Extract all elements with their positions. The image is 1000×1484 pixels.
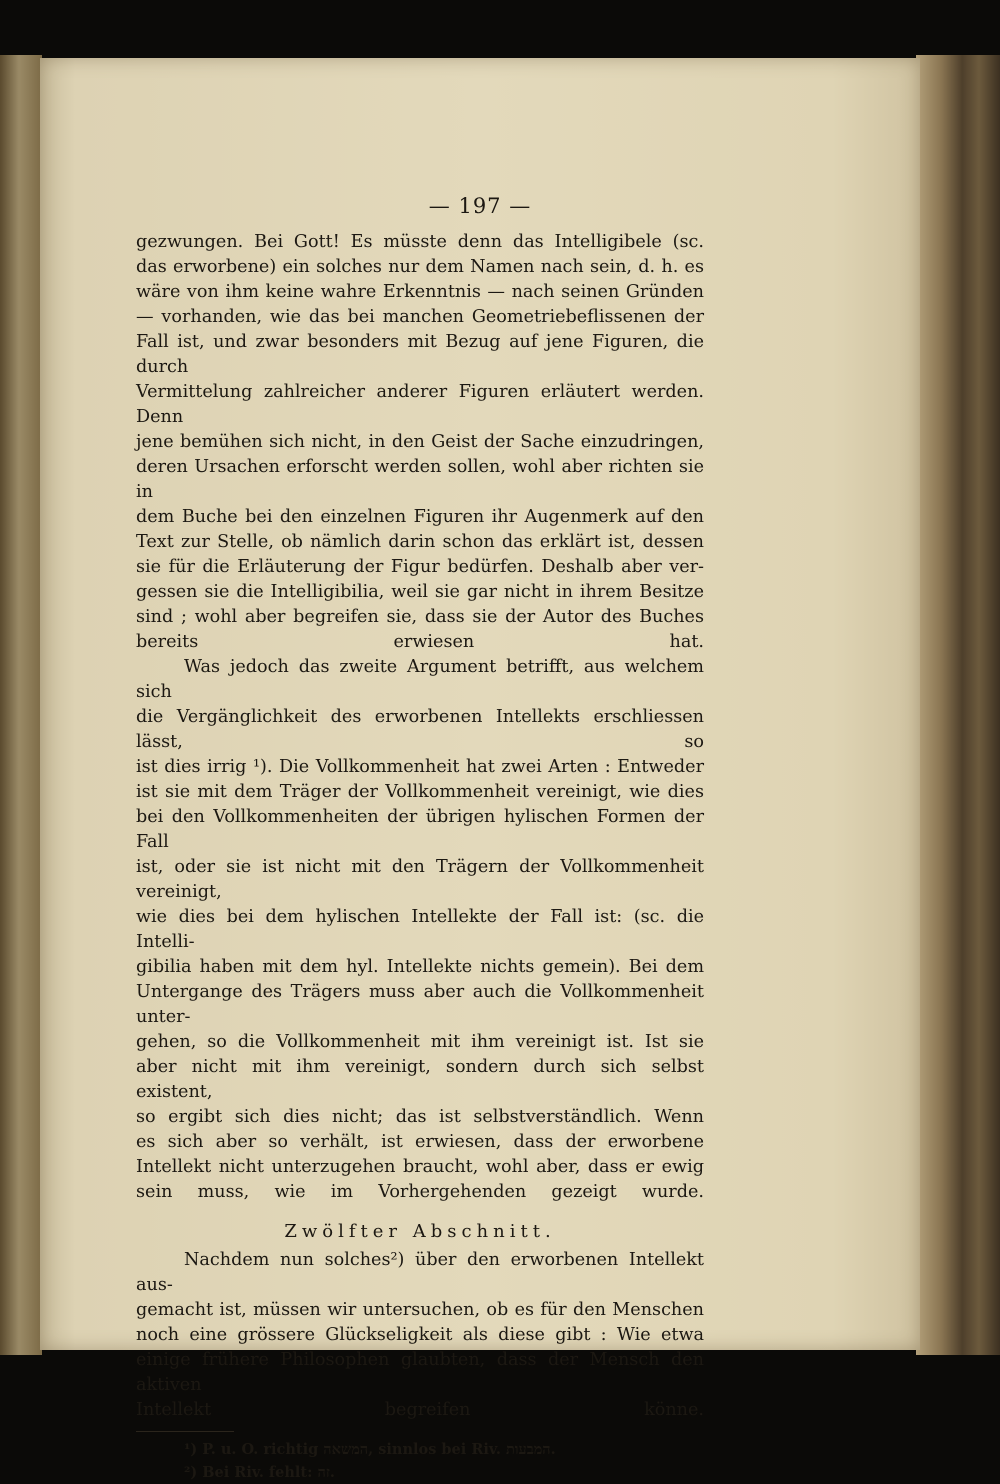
text-line: sie für die Erläuterung der Figur bedürfen. Deshalb aber ver-: [136, 557, 704, 577]
page-number: — 197 —: [428, 194, 532, 218]
text-line: aber nicht mit ihm vereinigt, sondern durch sich selbst existent,: [136, 1057, 704, 1102]
footnote-2: ²) Bei Riv. fehlt: זה.: [184, 1464, 335, 1481]
text-line: wäre von ihm keine wahre Erkenntnis — nach seinen Gründen: [136, 282, 704, 302]
footnote-1: ¹) P. u. O. richtig המשאה, sinnlos bei Riv. המבעות.: [184, 1441, 556, 1458]
text-line: noch eine grössere Glückseligkeit als diese gibt : Wie etwa: [136, 1325, 704, 1345]
text-line: Fall ist, und zwar besonders mit Bezug auf jene Figuren, die durch: [136, 332, 704, 377]
text-line: deren Ursachen erforscht werden sollen, wohl aber richten sie in: [136, 457, 704, 502]
text-line: ist, oder sie ist nicht mit den Trägern der Vollkommenheit vereinigt,: [136, 857, 704, 902]
text-line: gibilia haben mit dem hyl. Intellekte nichts gemein). Bei dem: [136, 957, 704, 977]
text-line: sind ; wohl aber begreifen sie, dass sie der Autor des Buches: [136, 607, 704, 627]
footnote-rule: [136, 1431, 234, 1432]
text-line: einige frühere Philosophen glaubten, dass der Mensch den aktiven: [136, 1350, 704, 1395]
text-line: dem Buche bei den einzelnen Figuren ihr Augenmerk auf den: [136, 507, 704, 527]
text-line: gehen, so die Vollkommenheit mit ihm vereinigt ist. Ist sie: [136, 1032, 704, 1052]
text-line: Nachdem nun solches²) über den erworbenen Intellekt aus-: [136, 1250, 704, 1295]
text-line: Text zur Stelle, ob nämlich darin schon das erklärt ist, dessen: [136, 532, 704, 552]
left-page-edge: [0, 55, 42, 1355]
text-line: Intellekt nicht unterzugehen braucht, wohl aber, dass er ewig: [136, 1157, 704, 1177]
text-line: — vorhanden, wie das bei manchen Geometriebeflissenen der: [136, 307, 704, 327]
text-line: Was jedoch das zweite Argument betrifft, aus welchem sich: [136, 657, 704, 702]
text-line: gezwungen. Bei Gott! Es müsste denn das Intelligibele (sc.: [136, 232, 704, 252]
text-line: so ergibt sich dies nicht; das ist selbstverständlich. Wenn: [136, 1107, 704, 1127]
text-line: gessen sie die Intelligibilia, weil sie gar nicht in ihrem Besitze: [136, 582, 704, 602]
text-line: gemacht ist, müssen wir untersuchen, ob es für den Menschen: [136, 1300, 704, 1320]
page-sheet: [40, 58, 920, 1481]
text-line: ist sie mit dem Träger der Vollkommenheit vereinigt, wie dies: [136, 782, 704, 802]
text-line: Untergange des Trägers muss aber auch die Vollkommenheit unter-: [136, 982, 704, 1027]
text-line: Vermittelung zahlreicher anderer Figuren erläutert werden. Denn: [136, 382, 704, 427]
text-line: ist dies irrig ¹). Die Vollkommenheit hat zwei Arten : Entweder: [136, 757, 704, 777]
text-line: das erworbene) ein solches nur dem Namen nach sein, d. h. es: [136, 257, 704, 277]
text-line: jene bemühen sich nicht, in den Geist der Sache einzudringen,: [136, 432, 704, 452]
text-line: bei den Vollkommenheiten der übrigen hylischen Formen der Fall: [136, 807, 704, 852]
footnotes: [136, 1438, 704, 1484]
text-line: es sich aber so verhält, ist erwiesen, dass der erworbene: [136, 1132, 704, 1152]
main-text: [136, 230, 704, 1484]
text-line: sein muss, wie im Vorhergehenden gezeigt wurde.: [136, 1182, 704, 1202]
section-heading: Zwölfter Abschnitt.: [284, 1221, 556, 1242]
text-line: wie dies bei dem hylischen Intellekte der Fall ist: (sc. die Intelli-: [136, 907, 704, 952]
paragraph-3: [136, 1248, 704, 1423]
right-page-edges: [916, 55, 1000, 1355]
text-line: bereits erwiesen hat.: [136, 632, 704, 652]
paragraph-2: [136, 655, 704, 1205]
text-line: Intellekt begreifen könne.: [136, 1400, 704, 1420]
paragraph-1: [136, 230, 704, 655]
text-line: die Vergänglichkeit des erworbenen Intellekts erschliessen lässt, so: [136, 707, 704, 752]
